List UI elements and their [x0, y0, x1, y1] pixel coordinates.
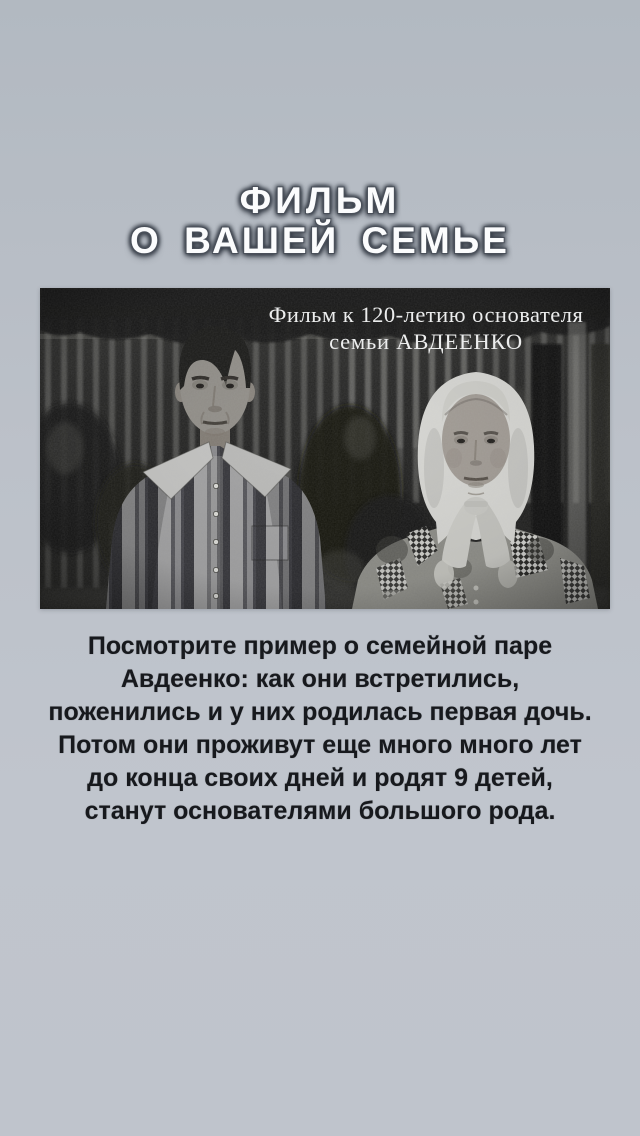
text-line-3: поженились и у них родилась первая дочь.	[48, 698, 592, 726]
vignette-overlay	[40, 288, 610, 609]
text-line-6: станут основателями большого рода.	[84, 797, 556, 825]
title-line-2: О ВАШЕЙ СЕМЬЕ	[130, 220, 510, 261]
photo-caption-line-1: Фильм к 120-летию основателя	[268, 302, 584, 327]
text-line-2: Авдеенко: как они встретились,	[120, 665, 520, 693]
title-line-1: ФИЛЬМ	[239, 180, 401, 221]
photo-caption-line-2: семьи АВДЕЕНКО	[329, 329, 523, 354]
description-text	[22, 630, 618, 828]
text-line-4: Потом они проживут еще много много лет	[58, 731, 582, 759]
family-photo-graphic	[40, 288, 610, 609]
family-photo	[40, 288, 610, 609]
text-line-1: Посмотрите пример о семейной паре	[87, 632, 553, 660]
text-line-5: до конца своих дней и родят 9 детей,	[87, 764, 553, 792]
page-title	[0, 181, 640, 261]
